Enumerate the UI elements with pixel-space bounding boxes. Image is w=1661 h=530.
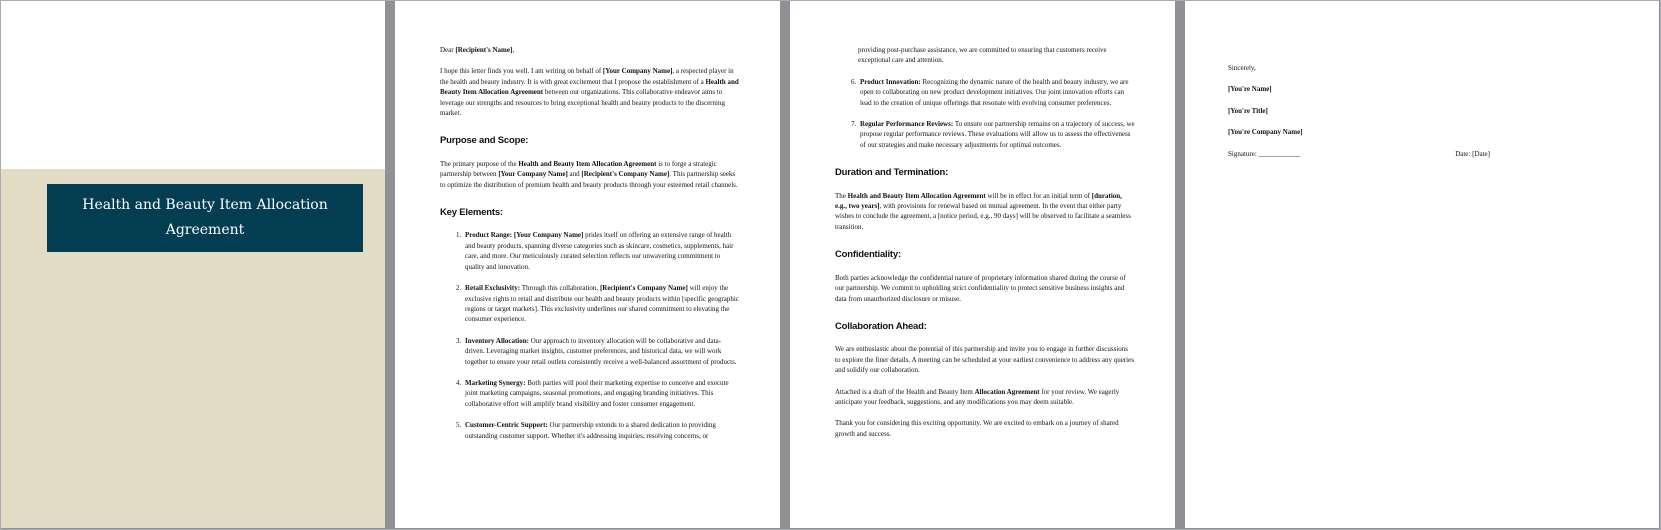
cover-title-box bbox=[47, 184, 363, 252]
text-run: Thank you for considering this exciting opportunity. We are excited to embark on a journey of shared growth and success. bbox=[835, 419, 1119, 438]
list-item bbox=[858, 119, 1135, 150]
text-run: Our approach to inventory allocation will be collaborative and data-driven. Leveraging market insights, customer preferences, and historical data, we will work together to ensure your retail outlets consistently receive a well-balanced assortment of products. bbox=[465, 336, 737, 366]
text-run: , bbox=[512, 46, 515, 54]
key-elements-list bbox=[440, 230, 740, 441]
text-run: will be in effect for an initial term of bbox=[985, 191, 1092, 200]
text-run: . This partnership seeks to optimize the distribution of premium health and beauty products through your esteemed retail channels. bbox=[440, 170, 738, 189]
text-run: providing post-purchase assistance, we are committed to ensuring that customers receive exceptional care and attention. bbox=[858, 46, 1107, 65]
bold-text: [Recipient's Name] bbox=[455, 46, 513, 54]
text-run: prides itself on offering an extensive range of health and beauty products, spanning diverse categories such as skincare, cosmetics, supplements, hair care, and more. Our meticulously curated selection reflects our unwavering commitment to quality and innovation. bbox=[465, 231, 734, 271]
collaboration-paragraph-1 bbox=[835, 344, 1135, 375]
cover-title-line1: Health and Beauty Item Allocation bbox=[82, 197, 328, 213]
confidentiality-paragraph bbox=[835, 273, 1135, 304]
text-run: will enjoy the exclusive rights to retail and distribute our health and beauty products within [specific geographic regions or target markets]. This exclusivity underlines our shared commitment to elevating the consumer experience. bbox=[465, 284, 739, 324]
confidentiality-heading: Confidentiality: bbox=[835, 249, 901, 261]
list-item bbox=[463, 420, 740, 441]
bold-text: Product Range: bbox=[465, 231, 514, 240]
bold-text: Inventory Allocation: bbox=[465, 336, 531, 345]
text-run: is to forge a strategic partnership between bbox=[440, 159, 717, 179]
bold-text: [Your Company Name] bbox=[513, 231, 584, 240]
text-run: Through this collaboration, bbox=[521, 284, 600, 293]
bold-text: [Your Company Name] bbox=[498, 170, 568, 179]
bold-text: Customer-Centric Support: bbox=[465, 421, 550, 430]
text-run: between our organizations. This collaborative endeavor aims to leverage our strengths and resources to bring exceptional health and beauty products to the discerning market. bbox=[440, 88, 725, 118]
page-3 bbox=[790, 1, 1175, 528]
bold-text: Retail Exclusivity: bbox=[465, 284, 522, 293]
bold-text: Allocation Agreement bbox=[974, 387, 1040, 396]
text-run: Our partnership extends to a shared dedication to providing outstanding customer support. Whether it's addressing inquiries, resolving concerns, or bbox=[465, 421, 716, 440]
list-item bbox=[463, 230, 740, 272]
salutation bbox=[440, 45, 740, 55]
duration-heading: Duration and Termination: bbox=[835, 167, 949, 179]
text-run: for your review. We eagerly anticipate your feedback, suggestions, and any modifications you may deem suitable. bbox=[835, 387, 1120, 406]
bold-text: Regular Performance Reviews: bbox=[860, 120, 955, 129]
bold-text: Health and Beauty Item Allocation Agreement bbox=[847, 191, 986, 200]
sender-title: [You're Title] bbox=[1228, 106, 1268, 115]
cover-title-line2: Agreement bbox=[165, 222, 245, 238]
key-elements-heading: Key Elements: bbox=[440, 207, 503, 219]
page-cover bbox=[1, 1, 385, 528]
text-run: The bbox=[835, 191, 848, 200]
text-run: We are enthusiastic about the potential of this partnership and invite you to engage in further discussions to explore the finer details. A meeting can be scheduled at your earliest convenience to address any queries and solidify our collaboration. bbox=[835, 345, 1134, 375]
text-run: The primary purpose of the bbox=[440, 159, 519, 168]
text-run: To ensure our partnership remains on a trajectory of success, we propose regular performance reviews. These evaluations will allow us to assess the effectiveness of our strategies and make necessary adjustments for optimal outcomes. bbox=[860, 120, 1135, 149]
date-field: Date: [Date] bbox=[1455, 149, 1490, 158]
list-item bbox=[463, 283, 740, 325]
text-run: I hope this letter finds you well. I am writing on behalf of bbox=[440, 67, 603, 76]
text-run: Dear bbox=[440, 46, 456, 54]
text-run: and bbox=[567, 170, 582, 179]
collaboration-heading: Collaboration Ahead: bbox=[835, 320, 927, 332]
text-run: Attached is a draft of the Health and Beauty Item bbox=[835, 387, 975, 396]
list-item bbox=[463, 378, 740, 409]
bold-text: [Your Company Name] bbox=[602, 67, 673, 76]
text-run: Both parties will pool their marketing expertise to conceive and execute joint marketing campaigns, seasonal promotions, and engaging branding initiatives. This collaborative effort will amplify brand visibility and foster consumer engagement. bbox=[465, 378, 729, 408]
text-run: , a respected player in the health and beauty industry. It is with great excitement that I propose the establishment of a bbox=[440, 67, 734, 86]
bold-text: Marketing Synergy: bbox=[465, 378, 528, 387]
duration-paragraph bbox=[835, 191, 1135, 233]
purpose-paragraph bbox=[440, 159, 740, 190]
bold-text: Product Innovation: bbox=[860, 77, 923, 86]
bold-text: Health and Beauty Item Allocation Agreement bbox=[518, 159, 657, 168]
bold-text: [Recipient's Company Name] bbox=[599, 284, 688, 293]
sender-name: [You're Name] bbox=[1228, 85, 1272, 94]
bold-text: [duration, e.g., two years] bbox=[835, 191, 1122, 211]
list-item bbox=[858, 77, 1135, 108]
closing: Sincerely, bbox=[1228, 64, 1256, 72]
collaboration-paragraph-2 bbox=[835, 387, 1135, 408]
page-2 bbox=[395, 1, 780, 528]
item-5-continued bbox=[835, 45, 1135, 66]
bold-text: Health and Beauty Item Allocation Agreement bbox=[440, 77, 739, 97]
text-run: Both parties acknowledge the confidential nature of proprietary information shared during the course of our partnership. We commit to upholding strict confidentiality to protect sensitive business insights and data from unauthorized disclosure or misuse. bbox=[835, 273, 1126, 303]
purpose-heading: Purpose and Scope: bbox=[440, 135, 529, 147]
page-4 bbox=[1185, 1, 1659, 528]
signature-line: Signature: ____________ bbox=[1228, 149, 1301, 158]
bold-text: [Recipient's Company Name] bbox=[581, 170, 670, 179]
collaboration-paragraph-3 bbox=[835, 418, 1135, 439]
key-elements-list-continued bbox=[835, 77, 1135, 150]
intro-paragraph bbox=[440, 66, 740, 118]
text-run: , with provisions for renewal based on mutual agreement. In the event that either party wishes to conclude the agreement, a [notice period, e.g., 90 days] will be observed to facilitate a seamless transition. bbox=[835, 202, 1131, 231]
sender-company: [You're Company Name] bbox=[1228, 128, 1303, 137]
text-run: Recognizing the dynamic nature of the health and beauty industry, we are open to collaborating on new product development initiatives. Our joint innovation efforts can lead to the creation of unique offerings that resonate with evolving consumer preferences. bbox=[860, 77, 1129, 107]
list-item bbox=[463, 336, 740, 367]
